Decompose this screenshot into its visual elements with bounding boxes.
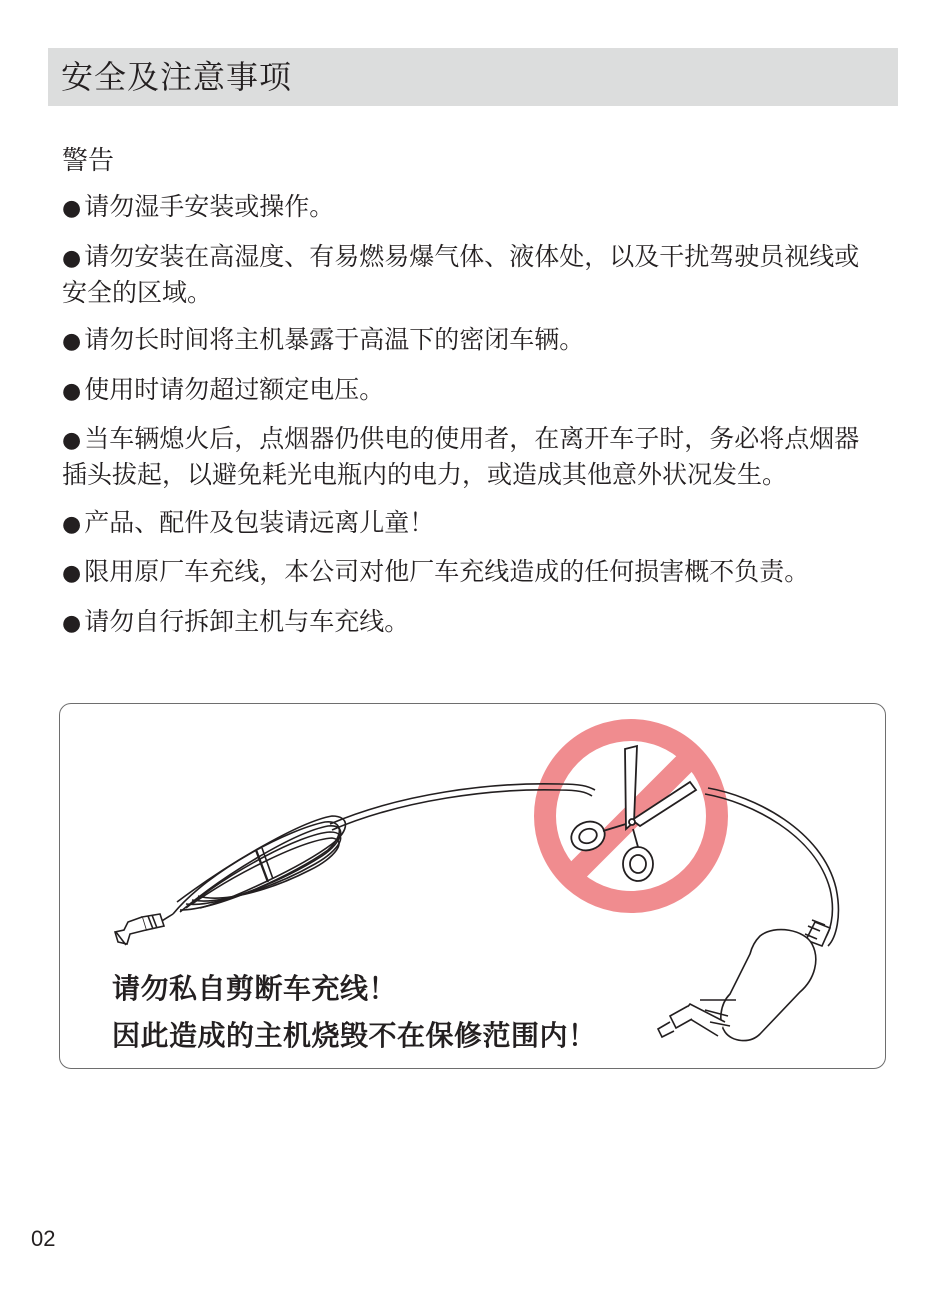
list-item-text: 请勿自行拆卸主机与车充线。 [84,606,410,636]
list-item-text: 请勿长时间将主机暴露于高温下的密闭车辆。 [84,325,585,354]
page-number: 02 [31,1226,56,1251]
list-item [62,422,878,492]
bullet-icon: ● [62,245,82,271]
warning-list [62,190,878,654]
list-item [62,240,878,310]
car-charger-plug-icon [658,920,830,1041]
list-item [62,323,878,359]
list-item-text: 产品、配件及包装请远离儿童！ [84,507,435,537]
list-item [62,190,878,226]
list-item-text: 当车辆熄火后，点烟器仍供电的使用者，在离开车子时，务必将点烟器插头拔起，以避免耗光电瓶内的电力，或造成其他意外状况发生。 [62,424,860,489]
illustration-svg [60,704,886,1069]
warning-heading: 警告 [62,146,115,176]
cable-coil-icon [173,816,346,914]
list-item [62,605,878,641]
bullet-icon: ● [62,378,82,404]
notice-line-2: 因此造成的主机烧毁不在保修范围内！ [112,1019,597,1052]
list-item-text: 使用时请勿超过额定电压。 [84,374,385,404]
list-item-text: 请勿安装在高湿度、有易燃易爆气体、液体处，以及干扰驾驶员视线或安全的区域。 [62,241,860,307]
bullet-icon: ● [62,329,82,354]
notice-line-1: 请勿私自剪断车充线！ [112,972,398,1005]
list-item [62,506,878,542]
mini-usb-plug-icon [115,914,173,945]
list-item [62,373,878,409]
section-title-bar [48,48,898,106]
bullet-icon: ● [62,610,82,636]
bullet-icon: ● [62,561,82,586]
section-title: 安全及注意事项 [61,58,293,96]
bullet-icon: ● [62,196,82,221]
cable-warning-illustration [59,703,886,1069]
bullet-icon: ● [62,511,82,537]
list-item-text: 请勿湿手安装或操作。 [84,192,335,221]
bullet-icon: ● [62,428,82,453]
list-item [62,555,878,591]
list-item-text: 限用原厂车充线，本公司对他厂车充线造成的任何损害概不负责。 [84,557,810,586]
